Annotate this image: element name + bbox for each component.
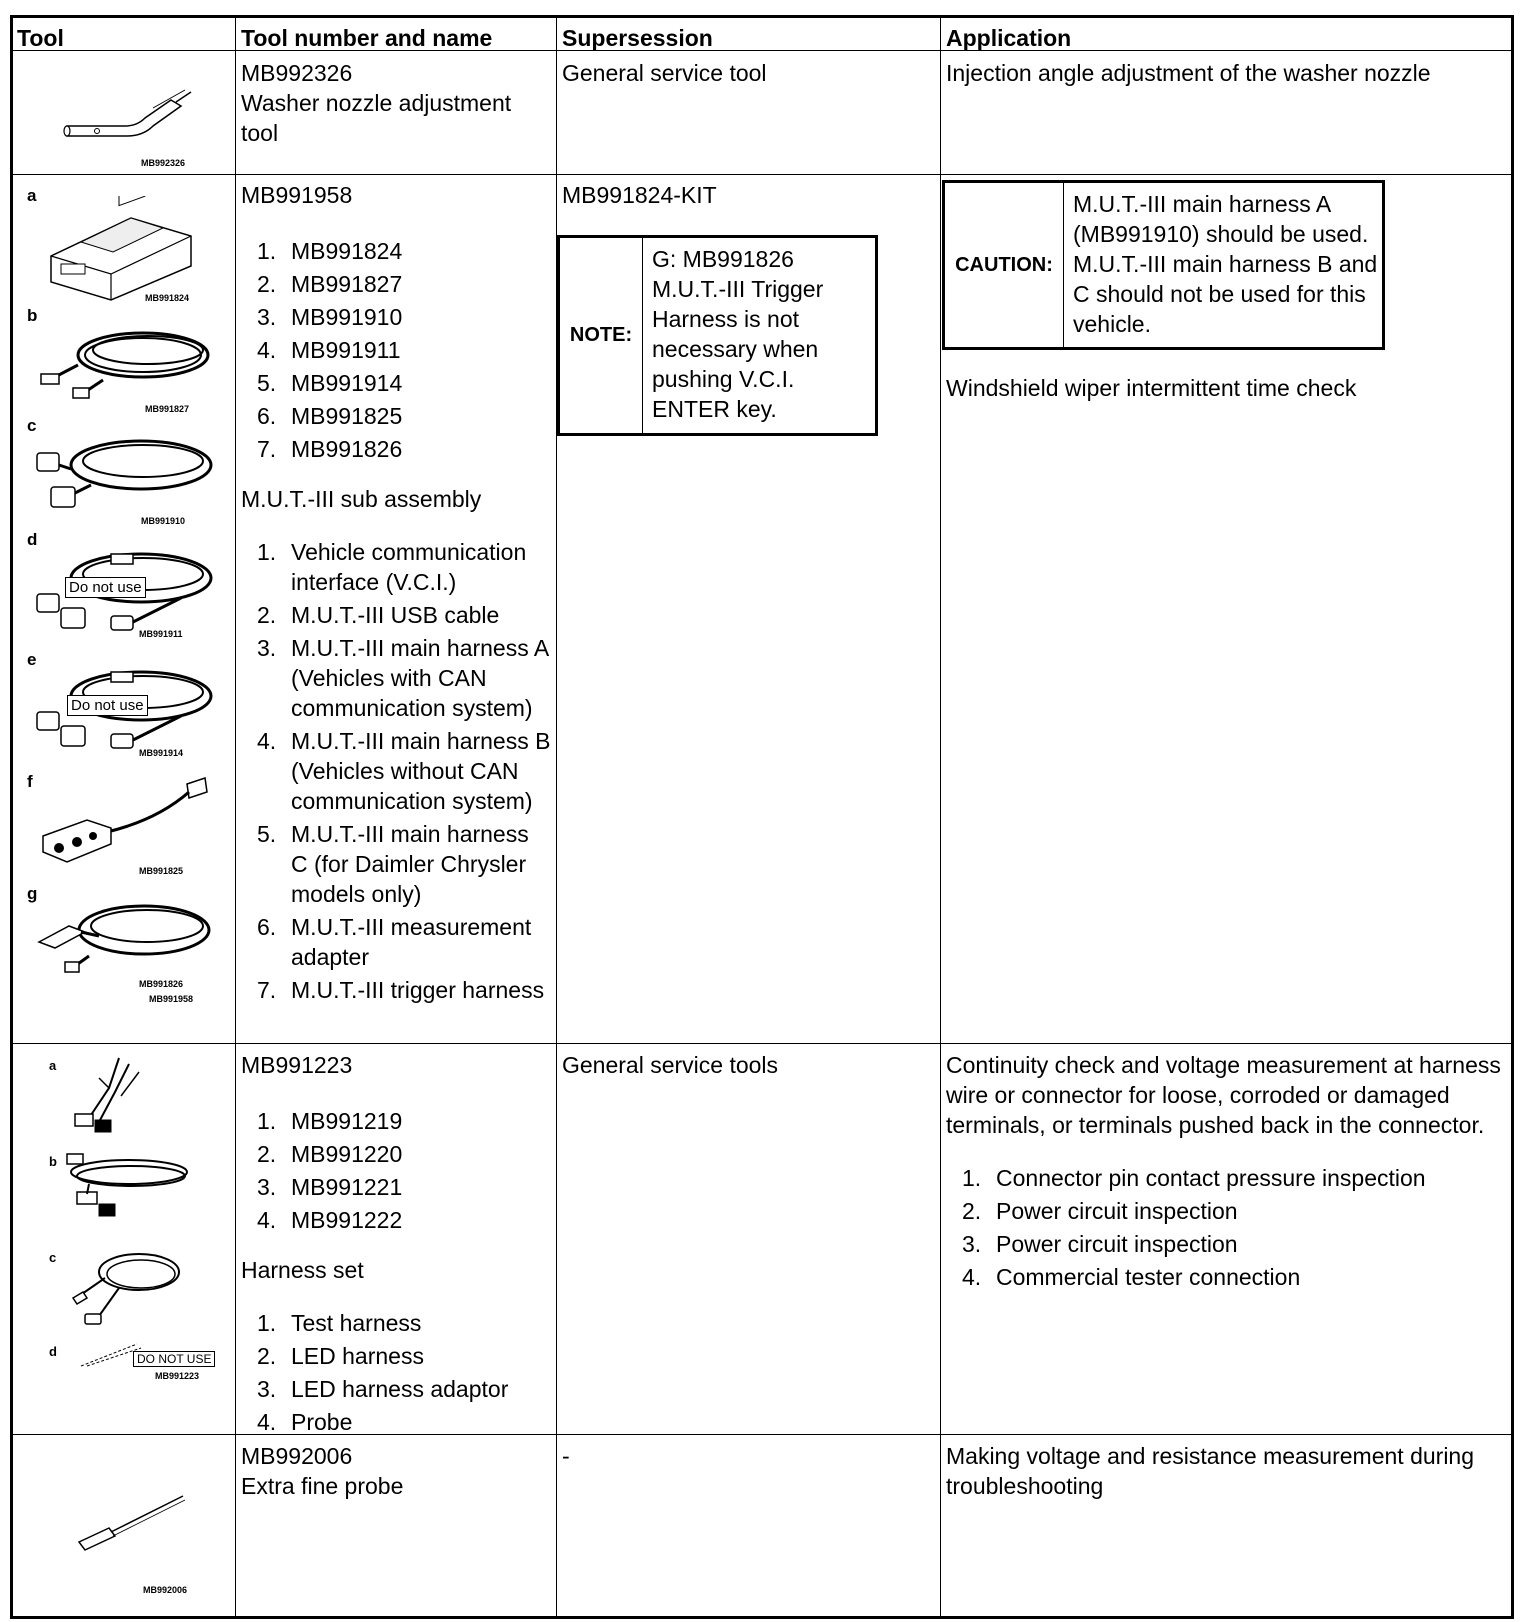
row2-subassembly-list [241,537,551,1005]
led-harness-illustration [59,1144,199,1229]
caution-text: M.U.T.-III main harness A (MB991910) should be used. M.U.T.-III main harness B and C should not be used for this vehicle. [1073,191,1378,337]
letter-a: a [49,1058,57,1073]
caption-mb991827: MB991827 [145,404,190,414]
header-tool-number: Tool number and name [241,25,493,51]
usb-cable-illustration [33,310,213,410]
list-item: 2. M.U.T.-III USB cable [257,602,500,628]
list-item: 5. M.U.T.-III main harness C (for Daimler Chrysler models only) [257,821,529,907]
note-label: NOTE: [560,238,643,433]
list-item: 6. MB991825 [257,403,403,429]
row2-subtitle: M.U.T.-III sub assembly [241,486,482,512]
caution-box [942,180,1385,350]
caption-mb991911: MB991911 [139,629,183,639]
list-item: 1. MB991219 [257,1108,403,1134]
list-item: 7. M.U.T.-III trigger harness [257,977,545,1003]
do-not-use-label-probe: DO NOT USE [133,1351,215,1367]
row4-supersession: - [562,1443,570,1469]
row2-supersession: MB991824-KIT [562,182,717,208]
test-harness-illustration [59,1048,169,1143]
note-box [557,235,878,436]
letter-f: f [27,772,33,791]
list-item: 2. MB991827 [257,271,403,297]
list-item: 6. M.U.T.-III measurement adapter [257,914,532,970]
list-item: 3. M.U.T.-III main harness A (Vehicles with CAN communication system) [257,635,548,721]
caption-mb991824: MB991824 [145,293,190,303]
list-item: 4. Probe [257,1409,353,1435]
row3-subtitle: Harness set [241,1257,364,1283]
row3-number: MB991223 [241,1052,353,1078]
special-tools-table [10,15,1514,1619]
caption-mb991914: MB991914 [139,748,184,758]
row2-tool-number [241,180,551,1005]
row4-name: Extra fine probe [241,1473,404,1499]
row4-number: MB992006 [241,1443,353,1469]
row4-application: Making voltage and resistance measurement during troubleshooting [946,1443,1475,1499]
list-item: 1. MB991824 [257,238,403,264]
row3-parts-list [241,1106,551,1235]
col-divider-1 [235,18,236,1616]
measurement-adapter-illustration [37,770,212,870]
caution-label: CAUTION: [945,183,1064,347]
list-item: 1. Connector pin contact pressure inspection [962,1165,1426,1191]
row1-tool-number [241,58,551,148]
main-harness-a-illustration [31,423,216,523]
row3-tool-number [241,1050,551,1437]
list-item: 1. Vehicle communication interface (V.C.I.) [257,539,527,595]
col-divider-3 [940,18,941,1616]
led-harness-adaptor-illustration [59,1238,189,1333]
caption-mb991825: MB991825 [139,866,184,876]
row2-parts-list [241,236,551,464]
letter-b: b [49,1154,57,1169]
note-text: G: MB991826 M.U.T.-III Trigger Harness is not necessary when pushing V.C.I. ENTER key. [652,246,824,422]
trigger-harness-illustration [29,890,214,985]
letter-c: c [27,416,37,435]
list-item: 4. MB991222 [257,1207,403,1233]
row3-harness-list [241,1308,551,1437]
row1-supersession: General service tool [562,60,767,86]
row2-number: MB991958 [241,182,353,208]
caption-mb992326: MB992326 [141,158,186,168]
caption-mb991910: MB991910 [141,516,186,526]
list-item: 4. M.U.T.-III main harness B (Vehicles without CAN communication system) [257,728,551,814]
row3-application [946,1050,1506,1292]
row3-application-list [946,1163,1506,1292]
row2-application: Windshield wiper intermittent time check [946,375,1357,401]
caption-mb991826: MB991826 [139,979,184,989]
do-not-use-label-d: Do not use [65,577,146,598]
row1-name: Washer nozzle adjustment tool [241,90,512,146]
header-supersession: Supersession [562,25,713,51]
list-item: 3. Power circuit inspection [962,1231,1238,1257]
row3-application-text: Continuity check and voltage measurement at harness wire or connector for loose, corroded or damaged terminals, or terminals pushed back in the connector. [946,1052,1501,1138]
list-item: 3. LED harness adaptor [257,1376,509,1402]
letter-d: d [27,530,38,549]
row-divider-2 [13,1043,1511,1044]
list-item: 3. MB991221 [257,1174,403,1200]
list-item: 4. Commercial tester connection [962,1264,1301,1290]
header-tool: Tool [17,25,64,51]
caption-mb991223: MB991223 [155,1371,200,1381]
caption-mb992006: MB992006 [143,1585,188,1595]
list-item: 2. MB991220 [257,1141,403,1167]
row-divider-1 [13,174,1511,175]
list-item: 5. MB991914 [257,370,403,396]
list-item: 1. Test harness [257,1310,422,1336]
vci-illustration [41,196,201,306]
do-not-use-label-e: Do not use [67,695,148,716]
letter-g: g [27,884,38,903]
list-item: 7. MB991826 [257,436,403,462]
row-divider-3 [13,1434,1511,1435]
list-item: 2. LED harness [257,1343,424,1369]
list-item: 2. Power circuit inspection [962,1198,1238,1224]
caption-mb991958: MB991958 [149,994,194,1004]
row1-application: Injection angle adjustment of the washer nozzle [946,60,1431,86]
header-divider [13,50,1511,51]
letter-e: e [27,650,37,669]
list-item: 4. MB991911 [257,337,401,363]
row3-supersession: General service tools [562,1052,779,1078]
row4-tool-number [241,1441,551,1501]
letter-b: b [27,306,38,325]
list-item: 3. MB991910 [257,304,403,330]
row1-number: MB992326 [241,60,353,86]
letter-d: d [49,1344,57,1359]
header-application: Application [946,25,1072,51]
letter-a: a [27,186,37,205]
extra-fine-probe-illustration [69,1488,199,1563]
letter-c: c [49,1250,57,1265]
